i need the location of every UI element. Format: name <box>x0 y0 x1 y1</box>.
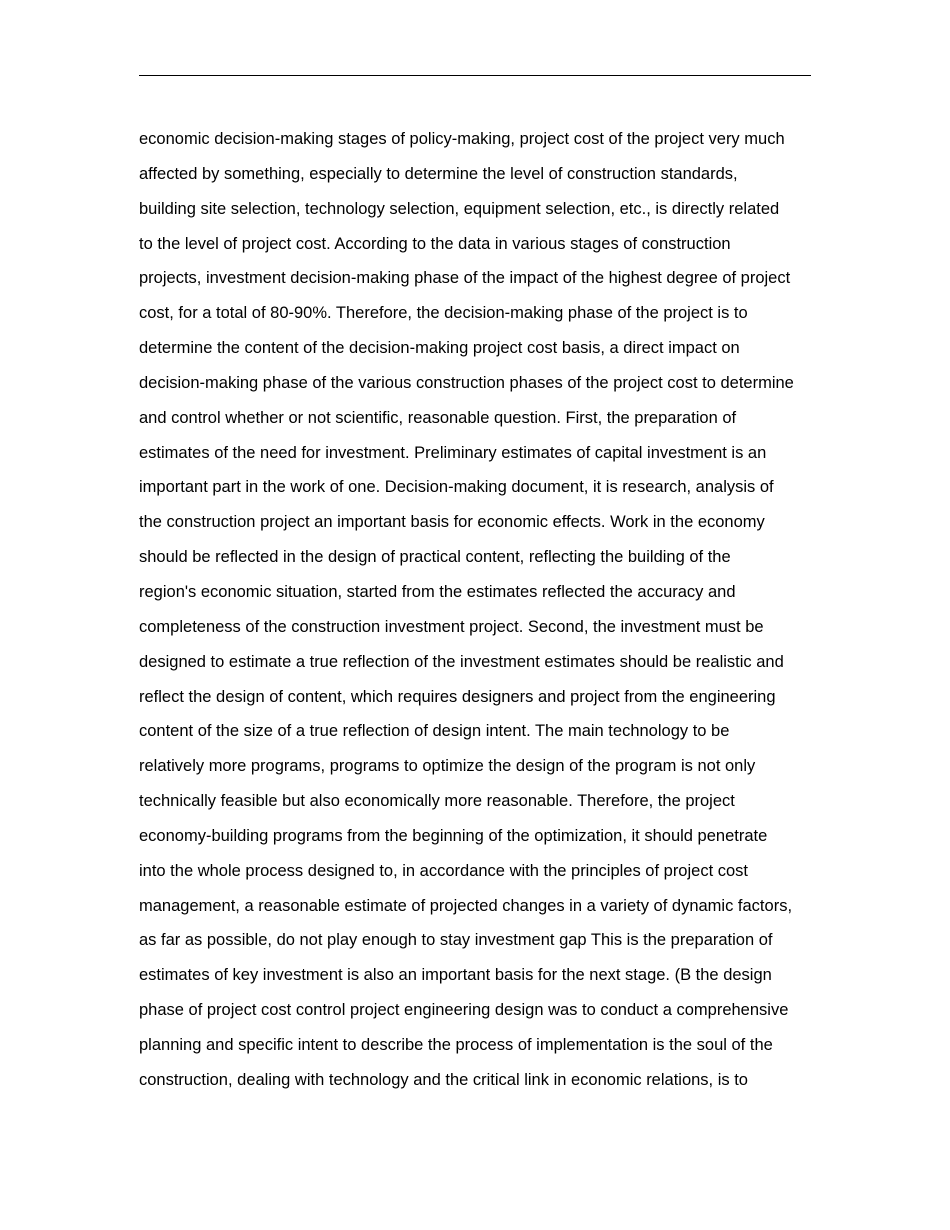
text-line: as far as possible, do not play enough to stay investment gap This is the preparation of <box>139 931 773 950</box>
text-line: content of the size of a true reflection of design intent. The main technology to be <box>139 722 730 741</box>
text-line: estimates of key investment is also an important basis for the next stage. (B the design <box>139 966 772 985</box>
text-line: projects, investment decision-making phase of the impact of the highest degree of project <box>139 269 791 288</box>
body-paragraph <box>139 122 839 1098</box>
text-line: economy-building programs from the beginning of the optimization, it should penetrate <box>139 826 768 845</box>
text-line: the construction project an important basis for economic effects. Work in the economy <box>139 513 765 532</box>
text-line: construction, dealing with technology and the critical link in economic relations, is to <box>139 1070 748 1089</box>
text-line: phase of project cost control project engineering design was to conduct a comprehensive <box>139 1001 789 1020</box>
header-rule <box>139 75 811 76</box>
text-line: relatively more programs, programs to optimize the design of the program is not only <box>139 757 756 776</box>
text-line: cost, for a total of 80-90%. Therefore, the decision-making phase of the project is to <box>139 304 748 323</box>
text-line: estimates of the need for investment. Preliminary estimates of capital investment is an <box>139 443 767 462</box>
text-line: decision-making phase of the various construction phases of the project cost to determine <box>139 373 794 392</box>
text-line: technically feasible but also economically more reasonable. Therefore, the project <box>139 792 735 811</box>
text-line: affected by something, especially to determine the level of construction standards, <box>139 164 738 183</box>
text-line: should be reflected in the design of practical content, reflecting the building of the <box>139 548 731 567</box>
text-line: into the whole process designed to, in accordance with the principles of project cost <box>139 861 749 880</box>
text-line: determine the content of the decision-making project cost basis, a direct impact on <box>139 339 740 358</box>
text-line: region's economic situation, started from the estimates reflected the accuracy and <box>139 582 736 601</box>
text-line: to the level of project cost. According to the data in various stages of construction <box>139 234 731 253</box>
text-line: reflect the design of content, which requires designers and project from the engineering <box>139 687 776 706</box>
text-line: designed to estimate a true reflection of the investment estimates should be realistic and <box>139 652 784 671</box>
text-line: economic decision-making stages of policy-making, project cost of the project very much <box>139 130 785 148</box>
text-line: management, a reasonable estimate of projected changes in a variety of dynamic factors, <box>139 896 793 915</box>
text-line: planning and specific intent to describe the process of implementation is the soul of the <box>139 1035 773 1054</box>
text-line: building site selection, technology selection, equipment selection, etc., is directly related <box>139 199 780 218</box>
text-line: and control whether or not scientific, reasonable question. First, the preparation of <box>139 408 737 427</box>
text-line: important part in the work of one. Decision-making document, it is research, analysis of <box>139 478 774 497</box>
text-line: completeness of the construction investment project. Second, the investment must be <box>139 617 764 636</box>
